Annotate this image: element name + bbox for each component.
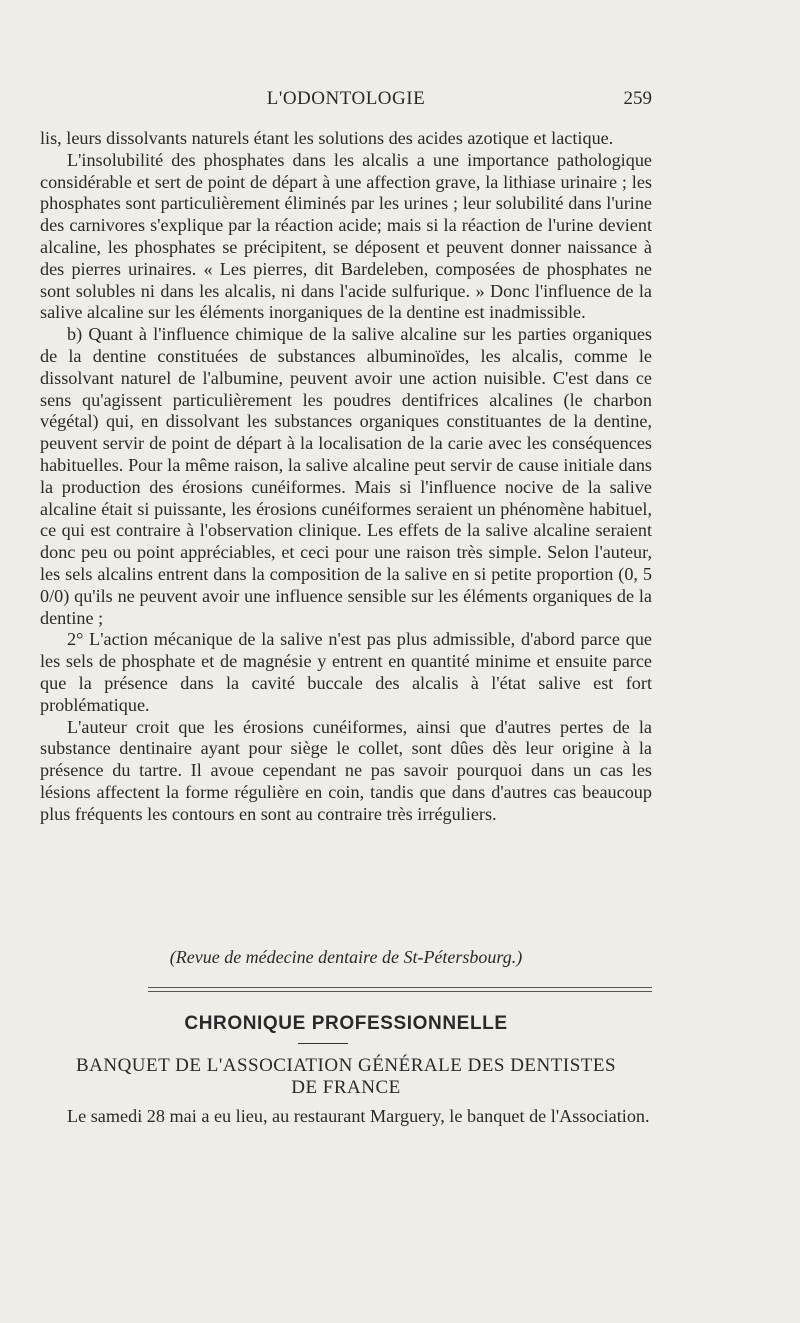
subtitle-line-2: DE FRANCE	[291, 1077, 401, 1098]
article-body	[40, 128, 652, 826]
paragraph-phosphates: L'insolubilité des phosphates dans les alcalis a une importance pathologique considérable et sert de point de départ à une affection grave, la lithiase urinaire ; les phosphates sont particulièrement éliminés par les urines ; leur solubilité dans l'urine des carnivores s'explique par la réaction acide; mais si la réaction de l'urine devient alcaline, les phosphates se précipitent, se déposent et peuvent donner naissance à des pierres urinaires. « Les pierres, dit Bardeleben, composées de phosphates ne sont solubles ni dans les alcalis, ni dans l'acide sulfurique. » Donc l'influence de la salive alcaline sur les éléments inorganiques de la dentine est inadmissible.	[40, 149, 652, 323]
journal-title: L'ODONTOLOGIE	[266, 88, 426, 109]
paragraph-continuation: lis, leurs dissolvants naturels étant les solutions des acides azotique et lactique.	[40, 128, 614, 148]
banquet-paragraph: Le samedi 28 mai a eu lieu, au restaurant Marguery, le banquet de l'Association.	[67, 1106, 650, 1126]
paragraph-mechanical: 2° L'action mécanique de la salive n'est pas plus admissible, d'abord parce que les sels de phosphate et de magnésie y entrent en quantité minime et ensuite parce que la présence dans la cavité buccale des alcalis à l'état salive est fort problématique.	[40, 629, 652, 715]
section-short-rule	[298, 1043, 348, 1044]
subtitle-line-1: BANQUET DE L'ASSOCIATION GÉNÉRALE DES DENTISTES	[75, 1055, 617, 1076]
divider-rule-top	[148, 987, 652, 988]
running-header	[40, 88, 652, 112]
article-source: (Revue de médecine dentaire de St-Pétersbourg.)	[169, 947, 523, 967]
section-body	[40, 1106, 652, 1128]
page-number: 259	[623, 88, 652, 109]
section-title: CHRONIQUE PROFESSIONNELLE	[184, 1013, 508, 1034]
section-subtitle	[40, 1055, 652, 1099]
divider-rule-bottom	[148, 991, 652, 992]
paragraph-author: L'auteur croit que les érosions cunéiformes, ainsi que d'autres pertes de la substance dentinaire ayant pour siège le collet, sont dûes dès leur origine à la présence du tartre. Il avoue cependant ne pas savoir pourquoi dans un cas les lésions affectent la forme régulière en coin, tandis que dans d'autres cas beaucoup plus fréquents les contours en sont au contraire très irréguliers.	[40, 716, 652, 824]
paragraph-organic: b) Quant à l'influence chimique de la salive alcaline sur les parties organiques de la dentine constituées de substances albuminoïdes, les alcalis, comme le dissolvant naturel de l'albumine, peuvent avoir une action nuisible. C'est dans ce sens qu'agissent particulièrement les poudres dentifrices alcalines (le charbon végétal) qui, en dissolvant les substances organiques constituantes de la dentine, peuvent servir de point de départ à la localisation de la carie avec les conséquences habituelles. Pour la même raison, la salive alcaline peut servir de cause initiale dans la production des érosions cunéiformes. Mais si l'influence nocive de la salive alcaline était si puissante, les érosions cunéiformes seraient un phénomène habituel, ce qui est contraire à l'observation clinique. Les effets de la salive alcaline seraient donc peu ou point appréciables, et ceci pour une raison très simple. Selon l'auteur, les sels alcalins entrent dans la composition de la salive en si petite proportion (0, 5 0/0) qu'ils ne peuvent avoir une influence sensible sur les éléments organiques de la dentine ;	[40, 324, 652, 628]
